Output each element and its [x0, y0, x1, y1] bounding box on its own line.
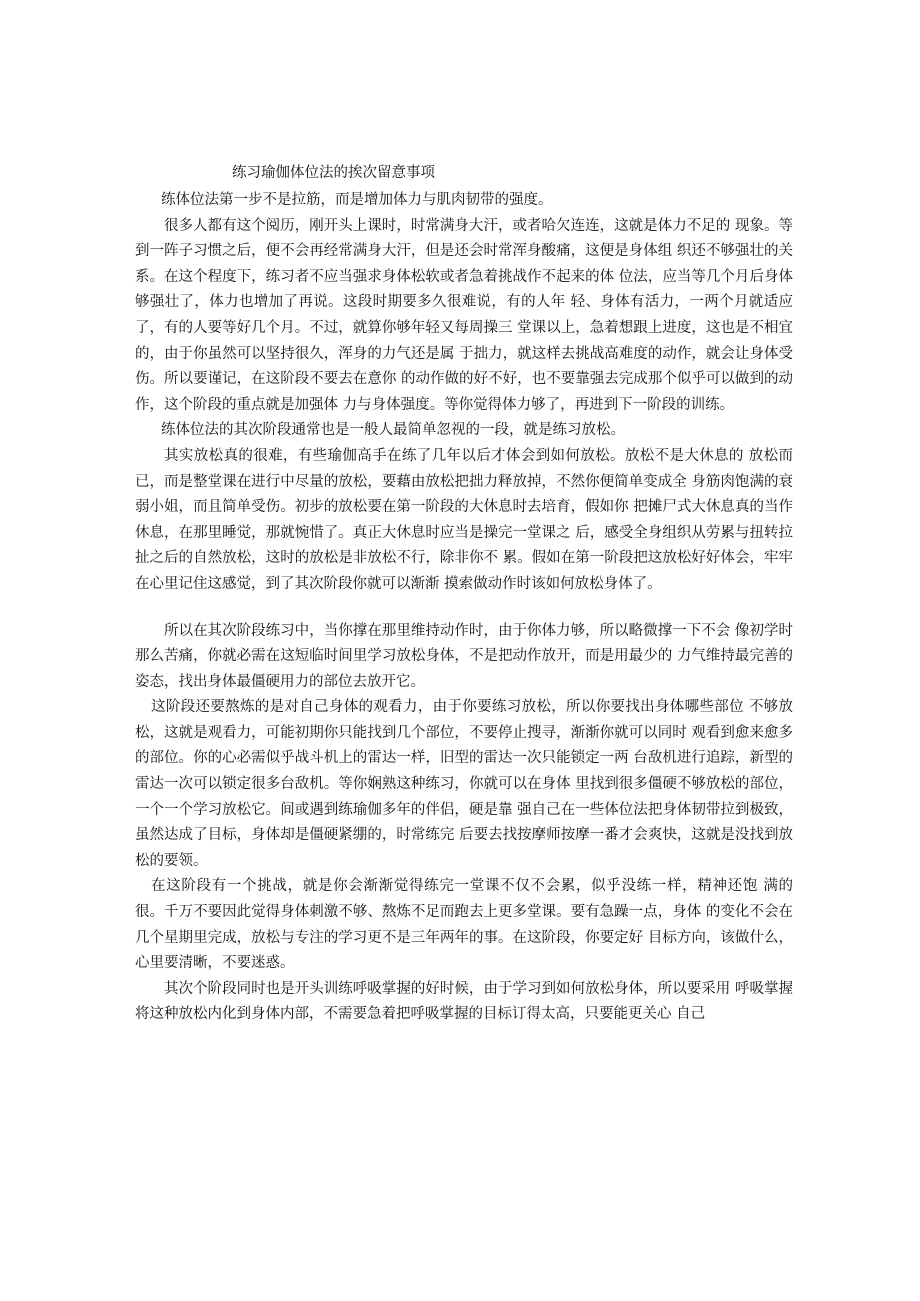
- paragraph-6: 这阶段还要熬炼的是对自己身体的观看力，由于你要练习放松，所以你要找出身体哪些部位 不够放松，这就是观看力，可能初期你只能找到几个部位，不要停止搜寻，渐渐你就可以同时 观看到愈来愈多的部位。你的心必需似乎战斗机上的雷达一样，旧型的雷达一次只能锁定一两 台敌机进行追踪，新型的雷达一次可以锁定很多台敌机。等你娴熟这种练习，你就可以在身体 里找到很多僵硬不够放松的部位，一个一个学习放松它。间或遇到练瑜伽多年的伴侣，硬是靠 强自己在一些体位法把身体韧带拉到极致，虽然达成了目标，身体却是僵硬紧绷的，时常练完 后要去找按摩师按摩一番才会爽快，这就是没找到放松的要领。: [135, 699, 793, 869]
- paragraph-2: 很多人都有这个阅历，刚开头上课时，时常满身大汗，或者哈欠连连，这就是体力不足的 现象。等到一阵子习惯之后，便不会再经常满身大汗，但是还会时常浑身酸痛，这便是身体组 织还不够强壮的关系。在这个程度下，练习者不应当强求身体松软或者急着挑战作不起来的体 位法，应当等几个月后身体够强壮了，体力也增加了再说。这段时期要多久很难说，有的人年 轻、身体有活力，一两个月就适应了，有的人要等好几个月。不过，就算你够年轻又每周操三 堂课以上，急着想跟上进度，这也是不相宜的，由于你虽然可以坚持很久，浑身的力气还是属 于拙力，就这样去挑战高难度的动作，就会让身体受伤。所以要谨记，在这阶段不要去在意你 的动作做的好不好，也不要靠强去完成那个似乎可以做到的动作，这个阶段的重点就是加强体 力与身体强度。等你觉得体力够了，再进到下一阶段的训练。: [135, 217, 793, 413]
- paragraph-5: 所以在其次阶段练习中，当你撑在那里维持动作时，由于你体力够，所以略微撑一下不会 像初学时那么苦痛，你就必需在这短临时间里学习放松身体，不是把动作放开，而是用最少的 力气维持最完善的姿态，找出身体最僵硬用力的部位去放开它。: [135, 622, 793, 690]
- paragraph-3: 练体位法的其次阶段通常也是一般人最简单忽视的一段，就是练习放松。: [161, 422, 625, 439]
- paragraph-8: 其次个阶段同时也是开头训练呼吸掌握的好时候，由于学习到如何放松身体，所以要采用 呼吸掌握将这种放松内化到身体内部，不需要急着把呼吸掌握的目标订得太高，只要能更关心 自己: [135, 980, 793, 1023]
- paragraph-4: 其实放松真的很难，有些瑜伽高手在练了几年以后才体会到如何放松。放松不是大休息的 放松而已，而是整堂课在进行中尽量的放松，要藉由放松把拙力释放掉，不然你便简单变成全 身筋肉饱满的衰弱小姐，而且简单受伤。初步的放松要在第一阶段的大休息时去培育，假如你 把摊尸式大休息真的当作休息，在那里睡觉，那就惋惜了。真正大休息时应当是操完一堂课之 后，感受全身组织从劳累与扭转拉扯之后的自然放松，这时的放松是非放松不行，除非你不 累。假如在第一阶段把这放松好好体会，牢牢在心里记住这感觉，到了其次阶段你就可以渐渐 摸索做动作时该如何放松身体了。: [135, 447, 793, 592]
- paragraph-1: 练体位法第一步不是拉筋，而是增加体力与肌肉韧带的强度。: [161, 192, 553, 208]
- document-body: [135, 188, 793, 1028]
- paragraph-7: 在这阶段有一个挑战，就是你会渐渐觉得练完一堂课不仅不会累，似乎没练一样，精神还饱 满的很。千万不要因此觉得身体刺激不够、熬炼不足而跑去上更多堂课。要有急躁一点，身体 的变化不会在几个星期里完成，放松与专注的学习更不是三年两年的事。在这阶段，你要定好 目标方向，该做什么，心里要清晰，不要迷惑。: [135, 878, 793, 972]
- document-title: 练习瑜伽体位法的挨次留意事项: [232, 165, 435, 181]
